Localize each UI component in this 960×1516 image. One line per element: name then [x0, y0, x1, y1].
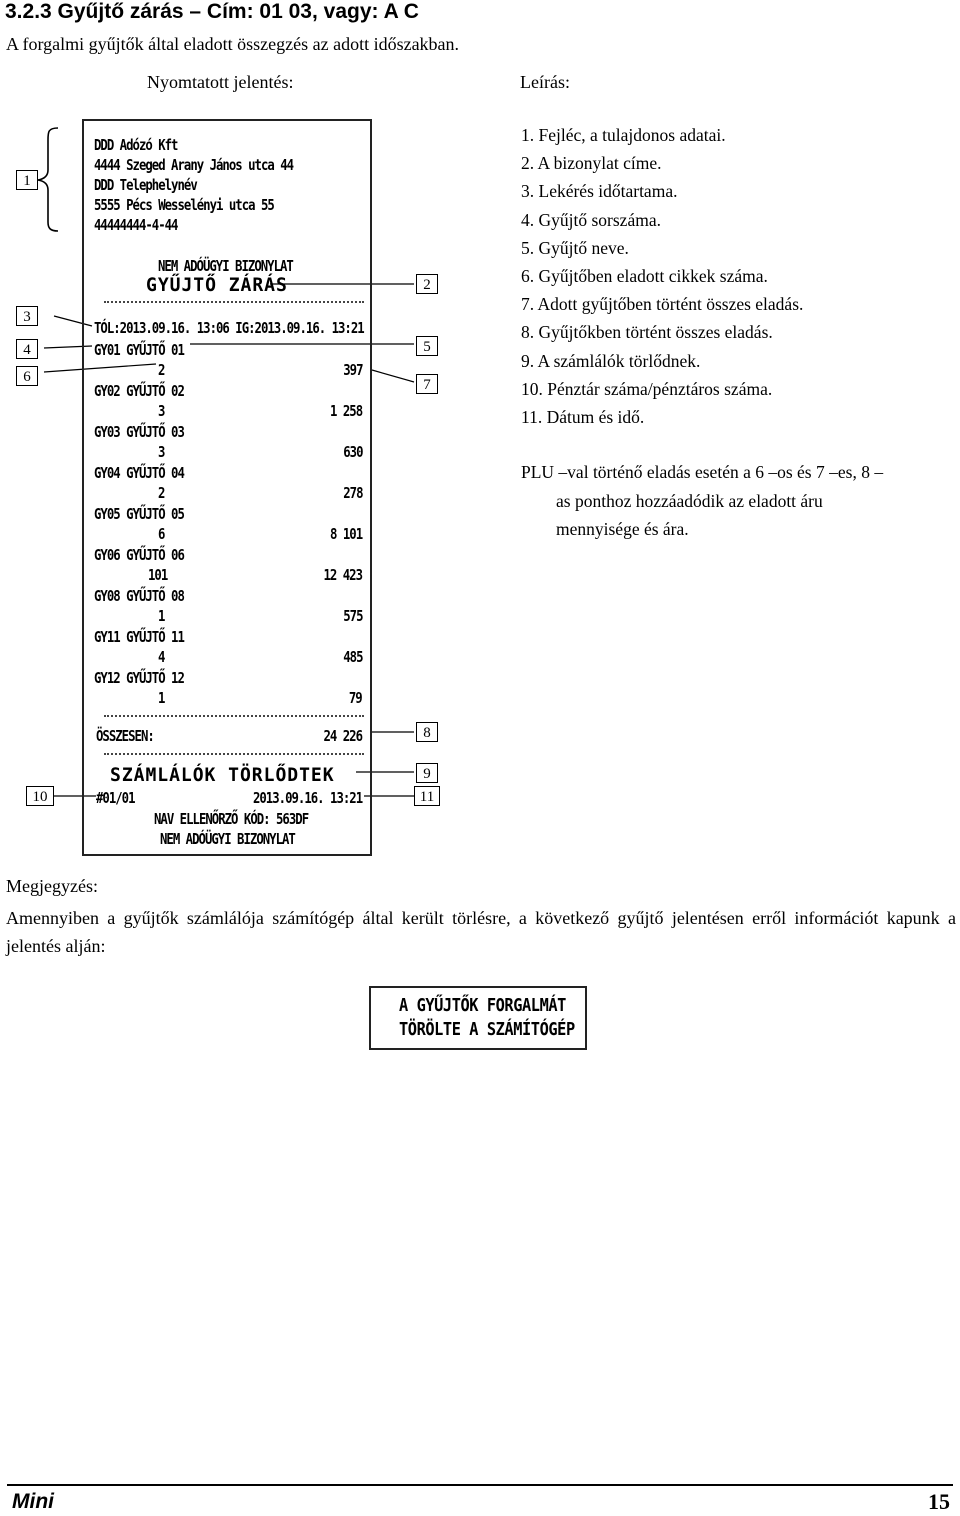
receipt-owner-line: 44444444-4-44 [94, 216, 178, 234]
plu-note-line: PLU –val történő eladás esetén a 6 –os és 7 –es, 8 – [521, 462, 884, 482]
description-item: 11. Dátum és idő. [521, 407, 645, 428]
receipt-group-amount: 79 [349, 689, 362, 707]
receipt-owner-line: 4444 Szeged Arany János utca 44 [94, 156, 294, 174]
description-item: 1. Fejléc, a tulajdonos adatai. [521, 125, 726, 145]
receipt-group-name: GY12 GYŰJTŐ 12 [94, 669, 184, 687]
receipt-period: TÓL:2013.09.16. 13:06 IG:2013.09.16. 13:21 [94, 319, 364, 337]
receipt-total-label: ÖSSZESEN: [96, 727, 154, 745]
receipt-group-amount: 485 [342, 648, 362, 666]
plu-note-line: mennyisége és ára. [556, 519, 689, 539]
receipt-footer-doc-type: NEM ADÓÜGYI BIZONYLAT [160, 830, 295, 848]
description-item: 10. Pénztár száma/pénztáros száma. [521, 378, 773, 399]
callout-3: 3 [16, 306, 38, 326]
description-item: 2. A bizonylat címe. [521, 153, 662, 174]
section-title: 3.2.3 Gyűjtő zárás – Cím: 01 03, vagy: A C [5, 0, 419, 23]
receipt-separator [104, 715, 364, 717]
receipt-doc-title: GYŰJTŐ ZÁRÁS [146, 274, 288, 296]
description-item: 9. A számlálók törlődnek. [521, 350, 701, 371]
receipt-group-amount: 575 [342, 607, 362, 625]
note-text: Amennyiben a gyűjtők számlálója számítógép által került törlésre, a következő gyűjtő jelentésen erről információt kapunk a jelentés alján: [6, 908, 956, 956]
receipt-group-amount: 278 [342, 484, 362, 502]
mini-receipt-line: TÖRÖLTE A SZÁMÍTÓGÉP [399, 1019, 575, 1040]
receipt-group-name: GY06 GYŰJTŐ 06 [94, 546, 184, 564]
receipt-separator [104, 301, 364, 303]
receipt-group-amount: 12 423 [323, 566, 362, 584]
description-label: Leírás: [520, 72, 570, 92]
callout-2: 2 [416, 274, 438, 294]
receipt-register: #01/01 [96, 789, 135, 807]
description-item: 3. Lekérés időtartama. [521, 181, 678, 202]
receipt-group-amount: 8 101 [329, 525, 362, 543]
receipt-datetime: 2013.09.16. 13:21 [252, 789, 362, 807]
mini-receipt-line: A GYŰJTŐK FORGALMÁT [399, 995, 566, 1016]
callout-6: 6 [16, 366, 38, 386]
callout-8: 8 [416, 722, 438, 742]
callout-4: 4 [16, 339, 38, 359]
receipt-group-count: 3 [158, 443, 165, 461]
footer-rule [7, 1484, 953, 1486]
receipt-group-name: GY05 GYŰJTŐ 05 [94, 505, 184, 523]
mini-receipt [369, 986, 587, 1050]
callout-10: 10 [26, 786, 54, 806]
receipt-group-name: GY04 GYŰJTŐ 04 [94, 464, 184, 482]
receipt-owner-line: DDD Telephelynév [94, 176, 197, 194]
receipt-total-value: 24 226 [323, 727, 362, 745]
description-item: 7. Adott gyűjtőben történt összes eladás. [521, 294, 804, 315]
receipt-group-count: 1 [158, 607, 165, 625]
receipt-doc-type: NEM ADÓÜGYI BIZONYLAT [158, 257, 293, 275]
receipt-group-name: GY08 GYŰJTŐ 08 [94, 587, 184, 605]
printed-report-label: Nyomtatott jelentés: [147, 72, 294, 92]
note-label: Megjegyzés: [6, 876, 98, 896]
receipt-nav-code: NAV ELLENŐRZŐ KÓD: 563DF [154, 810, 309, 828]
receipt-group-name: GY02 GYŰJTŐ 02 [94, 382, 184, 400]
receipt-group-count: 6 [158, 525, 165, 543]
receipt-group-count: 1 [158, 689, 165, 707]
callout-11: 11 [414, 786, 440, 806]
receipt-group-count: 2 [158, 361, 165, 379]
description-item: 5. Gyűjtő neve. [521, 237, 629, 258]
callout-5: 5 [416, 336, 438, 356]
receipt-group-count: 4 [158, 648, 165, 666]
receipt-group-name: GY03 GYŰJTŐ 03 [94, 423, 184, 441]
receipt-counters-cleared: SZÁMLÁLÓK TÖRLŐDTEK [110, 764, 335, 786]
printed-receipt [82, 119, 372, 856]
receipt-group-name: GY01 GYŰJTŐ 01 [94, 341, 184, 359]
page-number: 15 [928, 1489, 950, 1514]
callout-7: 7 [416, 374, 438, 394]
description-item: 6. Gyűjtőben eladott cikkek száma. [521, 266, 768, 287]
section-subtitle: A forgalmi gyűjtők által eladott összegzés az adott időszakban. [6, 34, 460, 54]
receipt-group-count: 3 [158, 402, 165, 420]
receipt-group-amount: 397 [342, 361, 362, 379]
callout-9: 9 [416, 763, 438, 783]
receipt-group-amount: 1 258 [329, 402, 362, 420]
receipt-owner-line: 5555 Pécs Wesselényi utca 55 [94, 196, 274, 214]
receipt-separator [104, 753, 364, 755]
callout-1: 1 [16, 170, 38, 190]
description-item: 8. Gyűjtőkben történt összes eladás. [521, 322, 773, 343]
receipt-group-amount: 630 [342, 443, 362, 461]
receipt-group-name: GY11 GYŰJTŐ 11 [94, 628, 184, 646]
receipt-group-count: 2 [158, 484, 165, 502]
receipt-group-count: 101 [148, 566, 168, 584]
plu-note-line: as ponthoz hozzáadódik az eladott áru [556, 490, 823, 511]
receipt-owner-line: DDD Adózó Kft [94, 136, 178, 154]
description-item: 4. Gyűjtő sorszáma. [521, 209, 661, 230]
footer-product-name: Mini [12, 1490, 54, 1513]
